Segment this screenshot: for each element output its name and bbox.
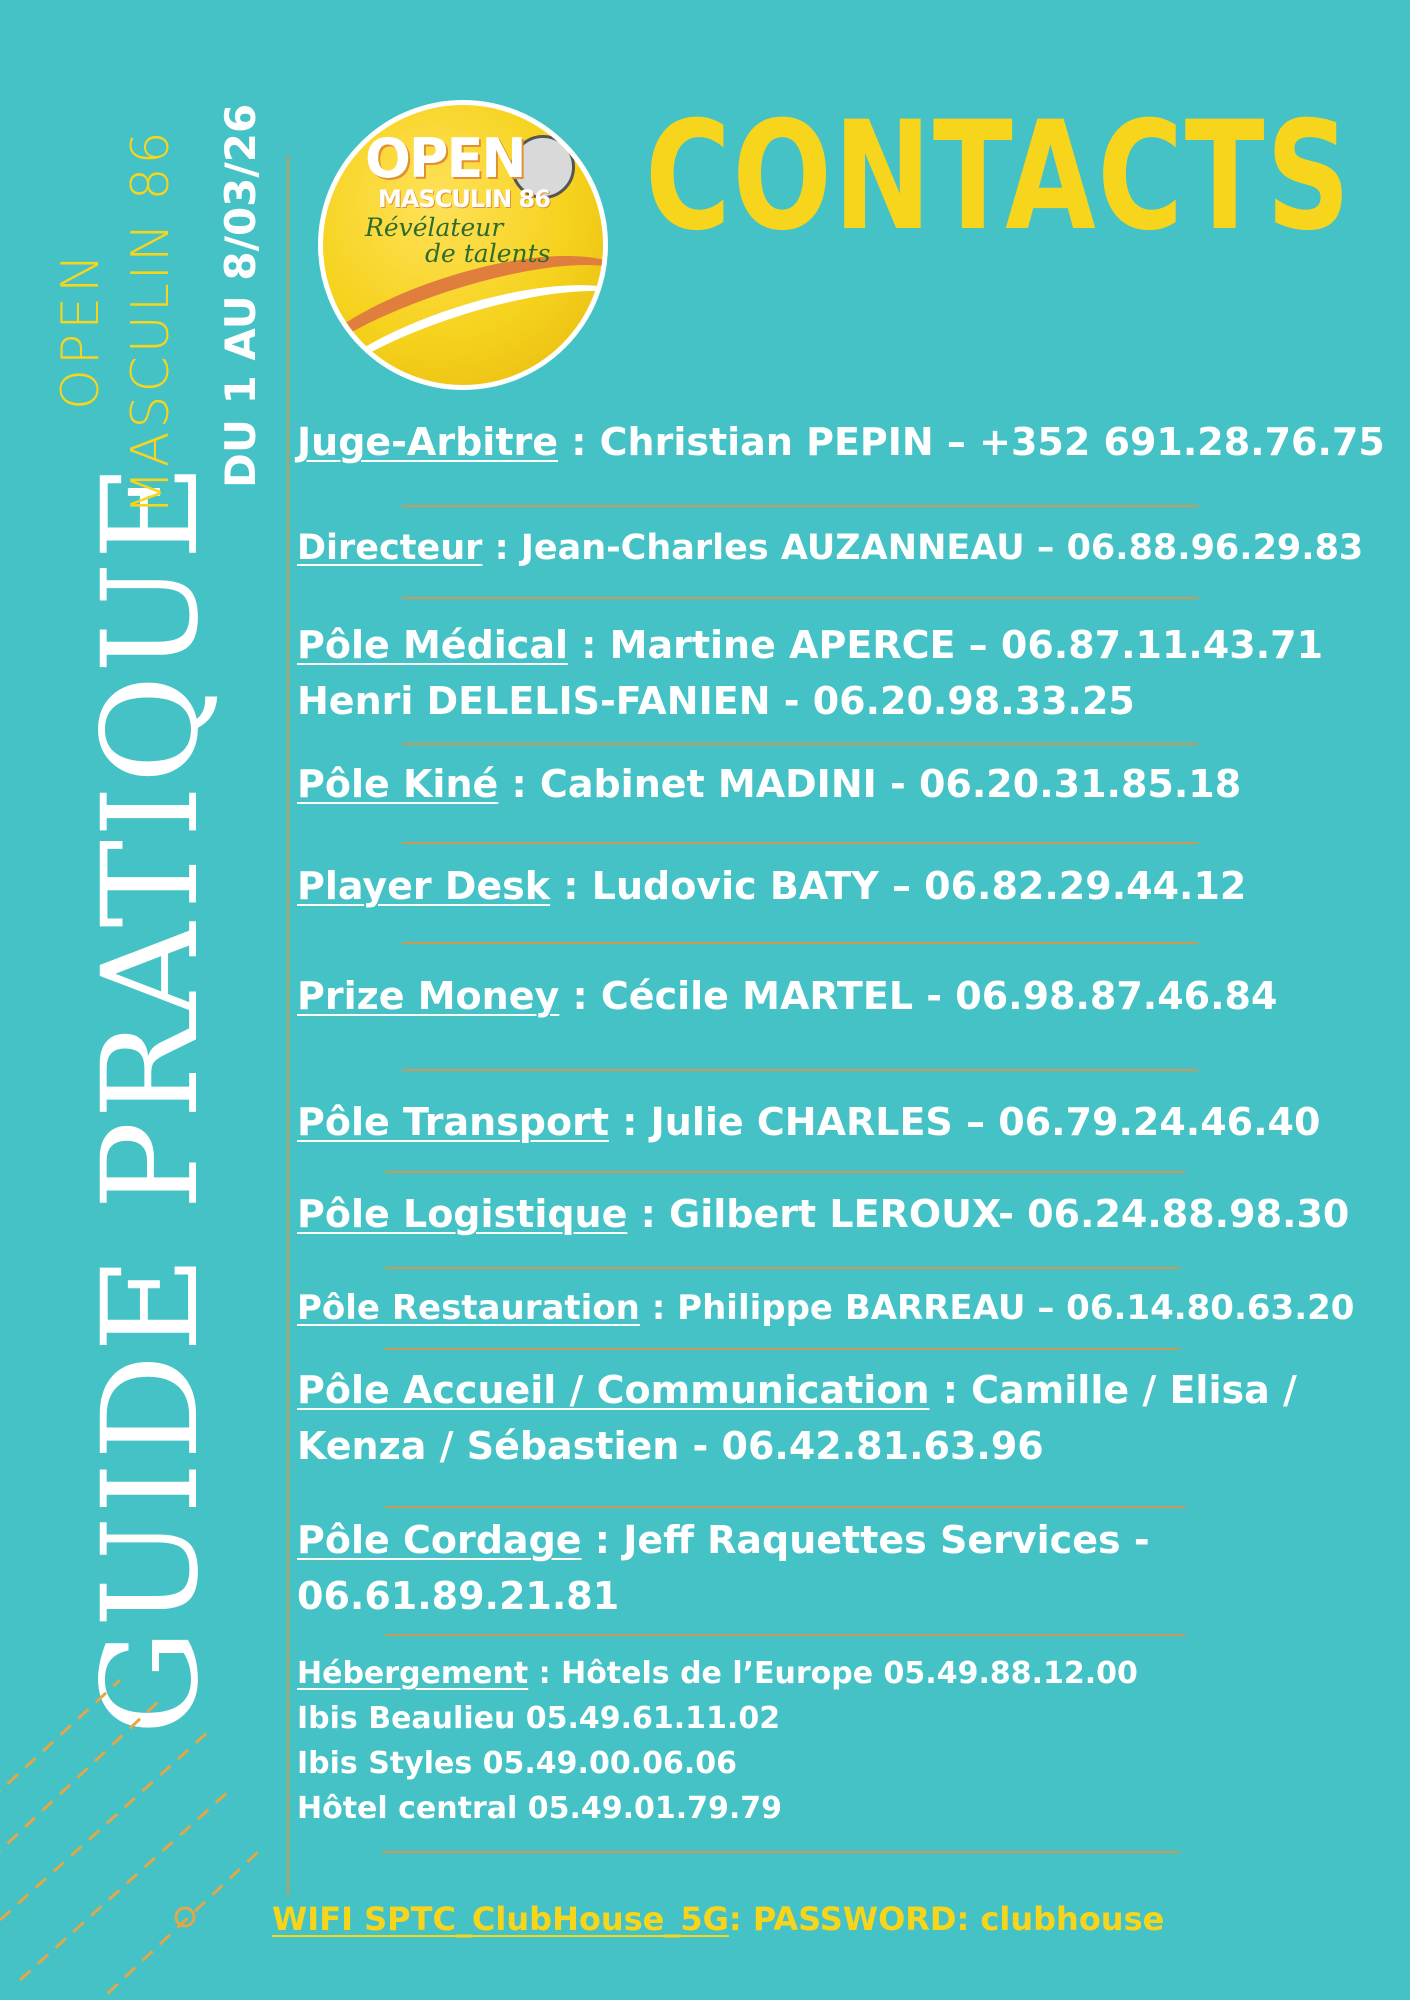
contact-pole-kine [297, 762, 1241, 806]
page-title: CONTACTS [645, 90, 1352, 264]
divider [402, 597, 1198, 599]
contact-details: : Jeff Raquettes Services - [581, 1518, 1150, 1562]
contact-details: : Gilbert LEROUX- 06.24.88.98.30 [627, 1192, 1350, 1236]
divider [385, 1348, 1180, 1350]
logo-tagline-2: de talents [425, 239, 551, 268]
contact-details: : Martine APERCE – 06.87.11.43.71 [568, 623, 1324, 667]
hotel-line: Ibis Beaulieu 05.49.61.11.02 [297, 1701, 781, 1736]
contact-directeur [297, 528, 1363, 568]
vertical-divider [287, 155, 289, 1895]
contact-label: Hébergement [297, 1656, 529, 1691]
logo-open-text: OPEN [365, 127, 525, 190]
divider [385, 1506, 1185, 1508]
contact-label: Pôle Transport [297, 1100, 609, 1144]
divider [402, 505, 1198, 507]
divider [385, 1267, 1180, 1269]
contact-label: Pôle Logistique [297, 1192, 628, 1236]
contact-details: : Christian PEPIN – +352 691.28.76.75 [558, 420, 1385, 464]
wifi-network: WIFI SPTC_ClubHouse_5G [272, 1900, 729, 1938]
contact-label: Player Desk [297, 864, 551, 908]
contact-pole-cordage [297, 1512, 1150, 1624]
contact-label: Directeur [297, 528, 483, 568]
contact-label: Pôle Kiné [297, 762, 499, 806]
contact-label: Prize Money [297, 974, 560, 1018]
contact-pole-restauration [297, 1288, 1354, 1328]
hotel-line: Ibis Styles 05.49.00.06.06 [297, 1746, 737, 1781]
divider [385, 1171, 1185, 1173]
contact-details-line2: 06.61.89.21.81 [297, 1574, 620, 1618]
decorative-lines [0, 1660, 260, 2000]
tournament-logo [318, 100, 608, 390]
contact-details: : Ludovic BATY – 06.82.29.44.12 [550, 864, 1247, 908]
divider [402, 743, 1198, 745]
contact-pole-transport [297, 1100, 1320, 1144]
contact-details-line2: Kenza / Sébastien - 06.42.81.63.96 [297, 1424, 1044, 1468]
contact-juge-arbitre [297, 420, 1385, 464]
contact-details: : Jean-Charles AUZANNEAU – 06.88.96.29.83 [482, 528, 1364, 568]
divider [402, 842, 1198, 844]
contact-details: : Hôtels de l’Europe 05.49.88.12.00 [528, 1656, 1138, 1691]
divider [402, 1069, 1198, 1071]
logo-masculin-text: MASCULIN 86 [378, 185, 550, 213]
side-title-open: OPEN [51, 249, 111, 410]
side-title-dates: DU 1 AU 8/03/26 [216, 103, 265, 488]
contact-label: Juge-Arbitre [297, 420, 558, 464]
contact-details-line2: Henri DELELIS-FANIEN - 06.20.98.33.25 [297, 679, 1135, 723]
hotel-line: Hôtel central 05.49.01.79.79 [297, 1791, 783, 1826]
side-title-guide: GUIDE PRATIQUE [74, 461, 228, 1735]
contact-pole-logistique [297, 1192, 1349, 1236]
contact-label: Pôle Médical [297, 623, 568, 667]
wifi-info [272, 1900, 1164, 1938]
contact-details: : Cabinet MADINI - 06.20.31.85.18 [498, 762, 1242, 806]
contact-details: : Camille / Elisa / [929, 1368, 1297, 1412]
logo-tagline-1: Révélateur [365, 213, 504, 242]
divider [402, 942, 1198, 944]
contact-details: : Julie CHARLES – 06.79.24.46.40 [609, 1100, 1321, 1144]
contact-label: Pôle Accueil / Communication [297, 1368, 930, 1412]
wifi-password: : PASSWORD: clubhouse [728, 1900, 1165, 1938]
contact-hebergement [297, 1651, 1138, 1831]
contact-player-desk [297, 864, 1246, 908]
contact-prize-money [297, 974, 1277, 1018]
side-title-masculin: MASCULIN 86 [121, 128, 181, 515]
contact-pole-medical [297, 617, 1323, 729]
contact-details: : Cécile MARTEL - 06.98.87.46.84 [559, 974, 1278, 1018]
divider [385, 1634, 1185, 1636]
divider [382, 1851, 1180, 1853]
contact-pole-accueil [297, 1362, 1297, 1474]
contact-details: : Philippe BARREAU – 06.14.80.63.20 [639, 1288, 1355, 1328]
decorative-circle [176, 1908, 194, 1926]
contact-label: Pôle Restauration [297, 1288, 640, 1328]
contact-label: Pôle Cordage [297, 1518, 582, 1562]
